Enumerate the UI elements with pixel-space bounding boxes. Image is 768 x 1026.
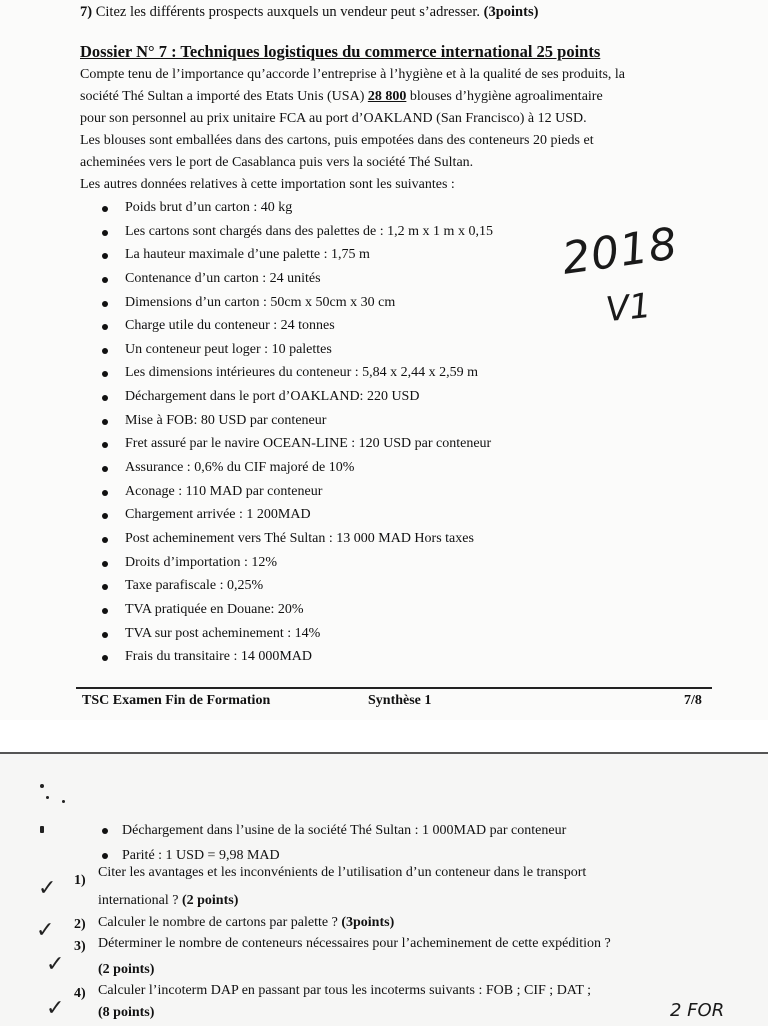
question-4-number: 4) xyxy=(74,986,86,1001)
blouse-quantity: 28 800 xyxy=(367,89,407,104)
question-7 xyxy=(80,4,538,21)
list-item: TVA sur post acheminement : 14% xyxy=(100,622,493,646)
intro-line-2 xyxy=(80,86,603,108)
list-item: Poids brut d’un carton : 40 kg xyxy=(100,196,493,220)
question-4-text: Calculer l’incoterm DAP en passant par tous les incoterms suivants : FOB ; CIF ; DAT ; xyxy=(98,983,592,998)
footer-section: Synthèse 1 xyxy=(368,693,432,708)
list-item: Les cartons sont chargés dans des palettes de : 1,2 m x 1 m x 0,15 xyxy=(100,220,493,244)
question-2-number: 2) xyxy=(74,917,86,932)
handwritten-check-icon: ✓ xyxy=(46,952,65,977)
footer-exam-label: TSC Examen Fin de Formation xyxy=(82,693,271,708)
list-item: Déchargement dans l’usine de la société Thé Sultan : 1 000MAD par conteneur xyxy=(100,818,566,843)
question-3-points-line xyxy=(98,959,154,981)
handwritten-check-icon: ✓ xyxy=(46,996,65,1021)
list-item: Post acheminement vers Thé Sultan : 13 000 MAD Hors taxes xyxy=(100,527,493,551)
handwritten-year: 2018 xyxy=(559,218,681,285)
page-gap xyxy=(0,720,768,756)
list-item: Frais du transitaire : 14 000MAD xyxy=(100,645,493,669)
dossier-title: Dossier N° 7 : Techniques logistiques du commerce international 25 points xyxy=(80,42,601,61)
question-1-points: (2 points) xyxy=(181,893,239,908)
question-3-text: Déterminer le nombre de conteneurs nécessaires pour l’acheminement de cette expédition ? xyxy=(98,936,611,951)
intro-line-2-end: blouses d’hygiène agroalimentaire xyxy=(406,89,603,104)
list-item: TVA pratiquée en Douane: 20% xyxy=(100,598,493,622)
list-item: Charge utile du conteneur : 24 tonnes xyxy=(100,314,493,338)
list-item: Fret assuré par le navire OCEAN-LINE : 120 USD par conteneur xyxy=(100,432,493,456)
handwritten-check-icon: ✓ xyxy=(38,876,57,901)
list-item: Taxe parafiscale : 0,25% xyxy=(100,574,493,598)
question-7-text: Citez les différents prospects auxquels un vendeur peut s’adresser. xyxy=(95,4,480,20)
handwritten-version: V1 xyxy=(604,285,653,331)
list-item: Droits d’importation : 12% xyxy=(100,551,493,575)
question-7-number: 7) xyxy=(80,4,93,20)
question-2-text: Calculer le nombre de cartons par palette ? xyxy=(98,915,338,930)
question-7-points: (3points) xyxy=(483,4,539,20)
intro-line-3: pour son personnel au prix unitaire FCA au port d’OAKLAND (San Francisco) à 12 USD. xyxy=(80,111,587,126)
ink-dot xyxy=(62,800,65,803)
ink-dot xyxy=(40,784,44,788)
list-item: Contenance d’un carton : 24 unités xyxy=(100,267,493,291)
list-item: Parité : 1 USD = 9,98 MAD xyxy=(100,843,566,868)
handwritten-check-icon: ✓ xyxy=(36,918,55,943)
import-data-list xyxy=(100,196,493,669)
footer-rule xyxy=(76,687,712,689)
question-4-points: (8 points) xyxy=(98,1005,155,1020)
question-4-points-line xyxy=(98,1002,154,1024)
list-item: Assurance : 0,6% du CIF majoré de 10% xyxy=(100,456,493,480)
list-item: Aconage : 110 MAD par conteneur xyxy=(100,480,493,504)
list-item: Chargement arrivée : 1 200MAD xyxy=(100,503,493,527)
intro-line-4: Les blouses sont emballées dans des cartons, puis empotées dans des conteneurs 20 pieds et xyxy=(80,133,594,148)
list-item: La hauteur maximale d’une palette : 1,75 m xyxy=(100,243,493,267)
question-2 xyxy=(98,912,394,934)
intro-line-5: acheminées vers le port de Casablanca puis vers la société Thé Sultan. xyxy=(80,155,474,170)
question-1-line-2 xyxy=(98,890,238,912)
list-item: Un conteneur peut loger : 10 palettes xyxy=(100,338,493,362)
footer-page-number: 7/8 xyxy=(684,693,702,708)
question-3-points: (2 points) xyxy=(98,962,155,977)
question-1-line-1: Citer les avantages et les inconvénients de l’utilisation d’un conteneur dans le transport xyxy=(98,865,587,880)
list-item: Dimensions d’un carton : 50cm x 50cm x 30 cm xyxy=(100,291,493,315)
ink-dot xyxy=(40,826,44,833)
handwritten-corner-note: 2 FOR xyxy=(670,1000,725,1021)
import-data-list-continued xyxy=(100,818,566,868)
question-3-number: 3) xyxy=(74,939,86,954)
question-1-number: 1) xyxy=(74,873,86,888)
intro-line-6: Les autres données relatives à cette importation sont les suivantes : xyxy=(80,177,455,192)
question-1-text-end: international ? xyxy=(98,893,179,908)
ink-dot xyxy=(46,796,49,799)
list-item: Mise à FOB: 80 USD par conteneur xyxy=(100,409,493,433)
intro-line-2-start: société Thé Sultan a importé des Etats Unis (USA) xyxy=(80,89,368,104)
list-item: Les dimensions intérieures du conteneur : 5,84 x 2,44 x 2,59 m xyxy=(100,361,493,385)
intro-line-1: Compte tenu de l’importance qu’accorde l’entreprise à l’hygiène et à la qualité de ses produits, la xyxy=(80,67,626,82)
question-2-points: (3points) xyxy=(341,915,395,930)
list-item: Déchargement dans le port d’OAKLAND: 220 USD xyxy=(100,385,493,409)
